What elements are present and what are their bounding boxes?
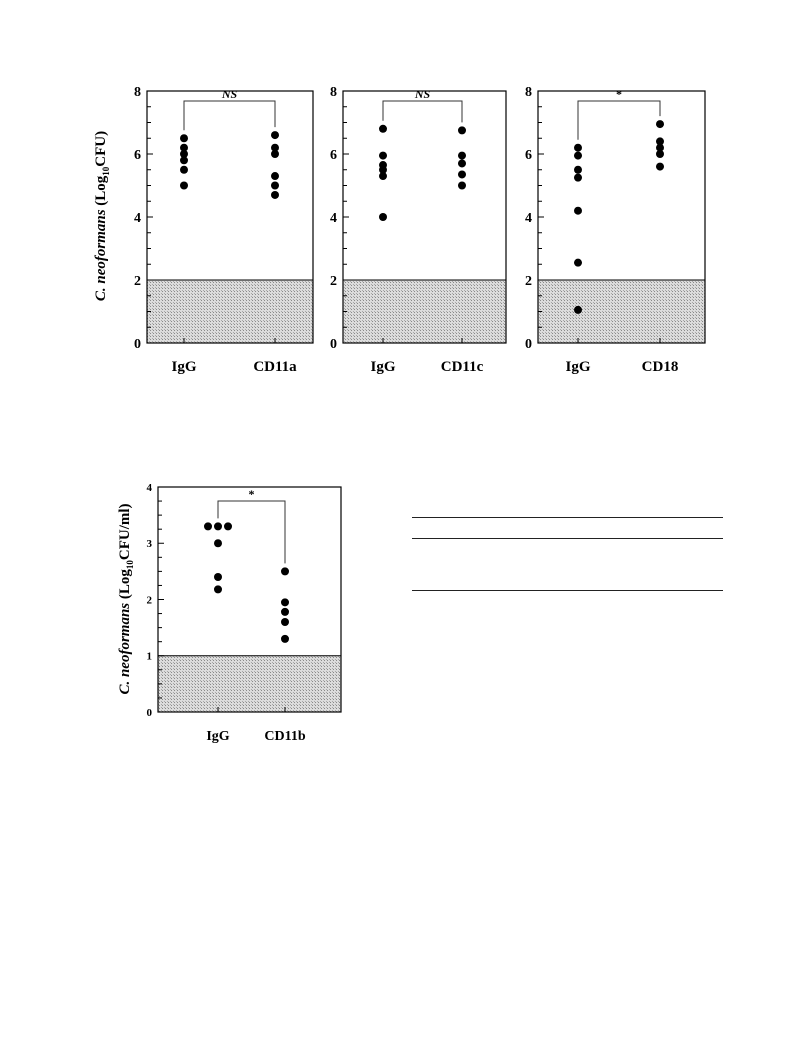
data-point xyxy=(281,598,289,606)
data-point xyxy=(574,207,582,215)
y-axis-label-top: C. neoformans (Log$_{10}$CFU) xyxy=(93,130,111,302)
y-tick-label: 3 xyxy=(146,538,152,551)
significance-bracket xyxy=(184,101,275,130)
data-point xyxy=(214,522,222,530)
data-point xyxy=(204,522,212,530)
category-label: CD11b xyxy=(264,729,306,744)
data-point xyxy=(458,152,466,160)
significance-label: NS xyxy=(221,87,238,101)
data-point xyxy=(574,152,582,160)
significance-bracket xyxy=(383,101,462,122)
y-tick-label: 2 xyxy=(134,273,141,289)
y-tick-label: 0 xyxy=(330,336,337,352)
data-point xyxy=(379,172,387,180)
data-point xyxy=(656,120,664,128)
data-point xyxy=(574,174,582,182)
y-tick-label: 2 xyxy=(330,273,337,289)
data-point xyxy=(271,191,279,199)
category-label: IgG xyxy=(565,359,591,375)
category-label: CD18 xyxy=(641,359,679,375)
table-rule-top xyxy=(412,517,723,518)
y-tick-label: 8 xyxy=(525,84,532,100)
y-tick-label: 1 xyxy=(146,650,152,663)
y-tick-label: 8 xyxy=(134,84,141,100)
y-tick-label: 4 xyxy=(330,210,337,226)
data-point xyxy=(281,567,289,575)
data-point xyxy=(379,125,387,133)
data-point xyxy=(214,573,222,581)
detection-limit-region xyxy=(538,280,705,343)
detection-limit-region xyxy=(343,280,506,343)
category-label: IgG xyxy=(206,729,230,744)
panel-3 xyxy=(525,85,705,375)
y-tick-label: 2 xyxy=(146,594,152,607)
y-tick-label: 2 xyxy=(525,273,532,289)
data-point xyxy=(271,150,279,158)
data-point xyxy=(180,134,188,142)
data-point xyxy=(458,159,466,167)
y-tick-label: 8 xyxy=(330,84,337,100)
data-point xyxy=(458,182,466,190)
data-point xyxy=(214,585,222,593)
y-tick-label: 6 xyxy=(525,147,532,163)
detection-limit-region xyxy=(147,280,313,343)
table-rule-bottom xyxy=(412,590,723,591)
data-point xyxy=(379,152,387,160)
y-axis-label-bottom: C. neoformans (Log$_{10}$CFU/ml) xyxy=(117,503,135,695)
category-label: CD11a xyxy=(253,359,297,375)
data-point xyxy=(379,213,387,221)
data-point xyxy=(180,156,188,164)
data-point xyxy=(574,259,582,267)
data-point xyxy=(180,182,188,190)
data-point xyxy=(271,131,279,139)
data-point xyxy=(656,163,664,171)
significance-bracket xyxy=(218,501,285,563)
y-tick-label: 0 xyxy=(134,336,141,352)
data-point xyxy=(656,150,664,158)
y-tick-label: 0 xyxy=(525,336,532,352)
y-tick-label: 4 xyxy=(134,210,141,226)
panel-4 xyxy=(147,482,342,744)
significance-label: NS xyxy=(414,87,431,101)
data-point xyxy=(214,539,222,547)
significance-label: * xyxy=(616,87,622,101)
data-point xyxy=(281,635,289,643)
data-point xyxy=(180,166,188,174)
y-tick-label: 4 xyxy=(146,481,152,494)
detection-limit-region xyxy=(158,656,341,712)
data-point xyxy=(281,618,289,626)
table-rule-middle xyxy=(412,538,723,539)
data-point xyxy=(271,172,279,180)
data-point xyxy=(271,182,279,190)
category-label: IgG xyxy=(171,359,197,375)
significance-bracket xyxy=(578,101,660,140)
category-label: IgG xyxy=(370,359,396,375)
significance-label: * xyxy=(248,487,255,501)
y-tick-label: 0 xyxy=(146,706,152,719)
panel-1 xyxy=(134,85,313,375)
data-point xyxy=(224,522,232,530)
data-point xyxy=(458,126,466,134)
data-point xyxy=(458,170,466,178)
data-point xyxy=(574,306,582,314)
category-label: CD11c xyxy=(440,359,484,375)
y-tick-label: 6 xyxy=(330,147,337,163)
y-tick-label: 6 xyxy=(134,147,141,163)
y-tick-label: 4 xyxy=(525,210,532,226)
data-point xyxy=(574,166,582,174)
data-point xyxy=(574,144,582,152)
panel-2 xyxy=(330,85,506,375)
data-point xyxy=(281,608,289,616)
